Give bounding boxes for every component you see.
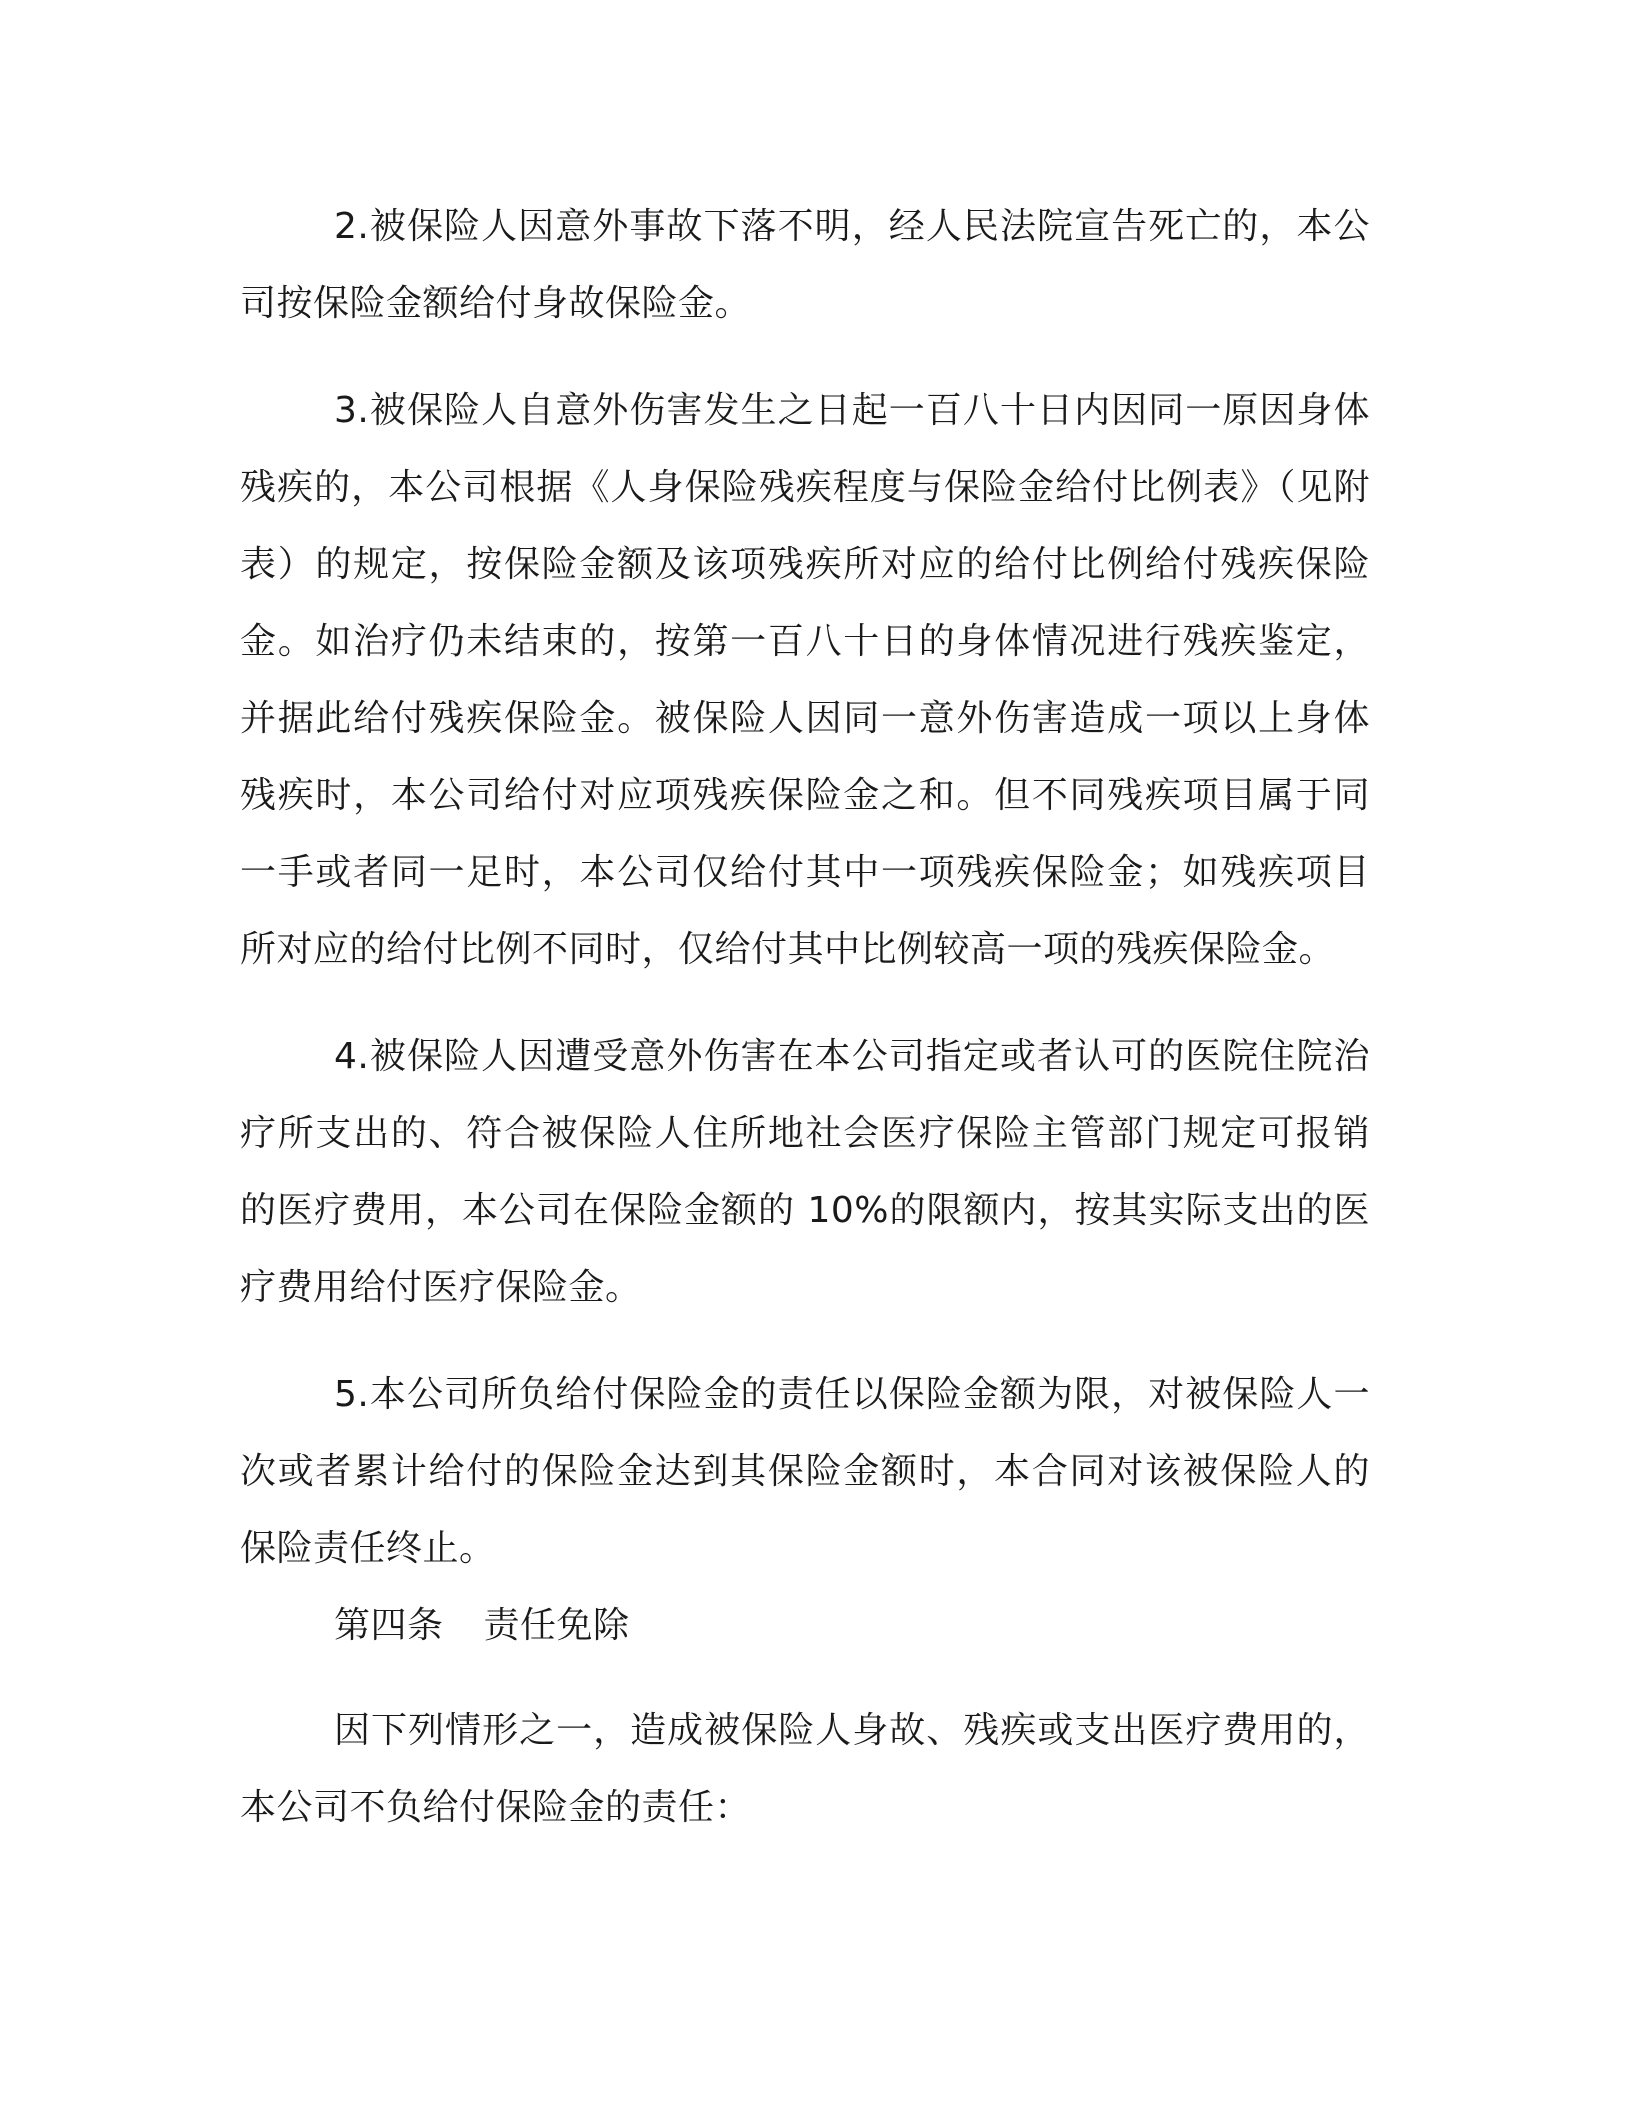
article-number: 第四条 — [334, 1605, 444, 1646]
clause-3-paragraph: 3.被保险人自意外伤害发生之日起一百八十日内因同一原因身体残疾的，本公司根据《人身保险残疾程度与保险金给付比例表》（见附表）的规定，按保险金额及该项残疾所对应的给付比例给付残疾保险金。如治疗仍未结束的，按第一百八十日的身体情况进行残疾鉴定，并据此给付残疾保险金。被保险人因同一意外伤害造成一项以上身体残疾时，本公司给付对应项残疾保险金之和。但不同残疾项目属于同一手或者同一足时，本公司仅给付其中一项残疾保险金；如残疾项目所对应的给付比例不同时，仅给付其中比例较高一项的残疾保险金。 — [240, 390, 1370, 970]
clause-4-paragraph: 4.被保险人因遭受意外伤害在本公司指定或者认可的医院住院治疗所支出的、符合被保险人住所地社会医疗保险主管部门规定可报销的医疗费用，本公司在保险金额的 10%的限额内，按其实际支出的医疗费用给付医疗保险金。 — [240, 1036, 1370, 1308]
article-heading — [240, 1587, 1370, 1664]
document-body — [240, 188, 1370, 1846]
clause-5-paragraph: 5.本公司所负给付保险金的责任以保险金额为限，对被保险人一次或者累计给付的保险金达到其保险金额时，本合同对该被保险人的保险责任终止。 — [240, 1374, 1370, 1569]
clause-2-paragraph: 2.被保险人因意外事故下落不明，经人民法院宣告死亡的，本公司按保险金额给付身故保险金。 — [240, 206, 1370, 324]
exclusions-intro-paragraph: 因下列情形之一，造成被保险人身故、残疾或支出医疗费用的，本公司不负给付保险金的责任： — [240, 1710, 1370, 1828]
article-title: 责任免除 — [483, 1605, 630, 1646]
